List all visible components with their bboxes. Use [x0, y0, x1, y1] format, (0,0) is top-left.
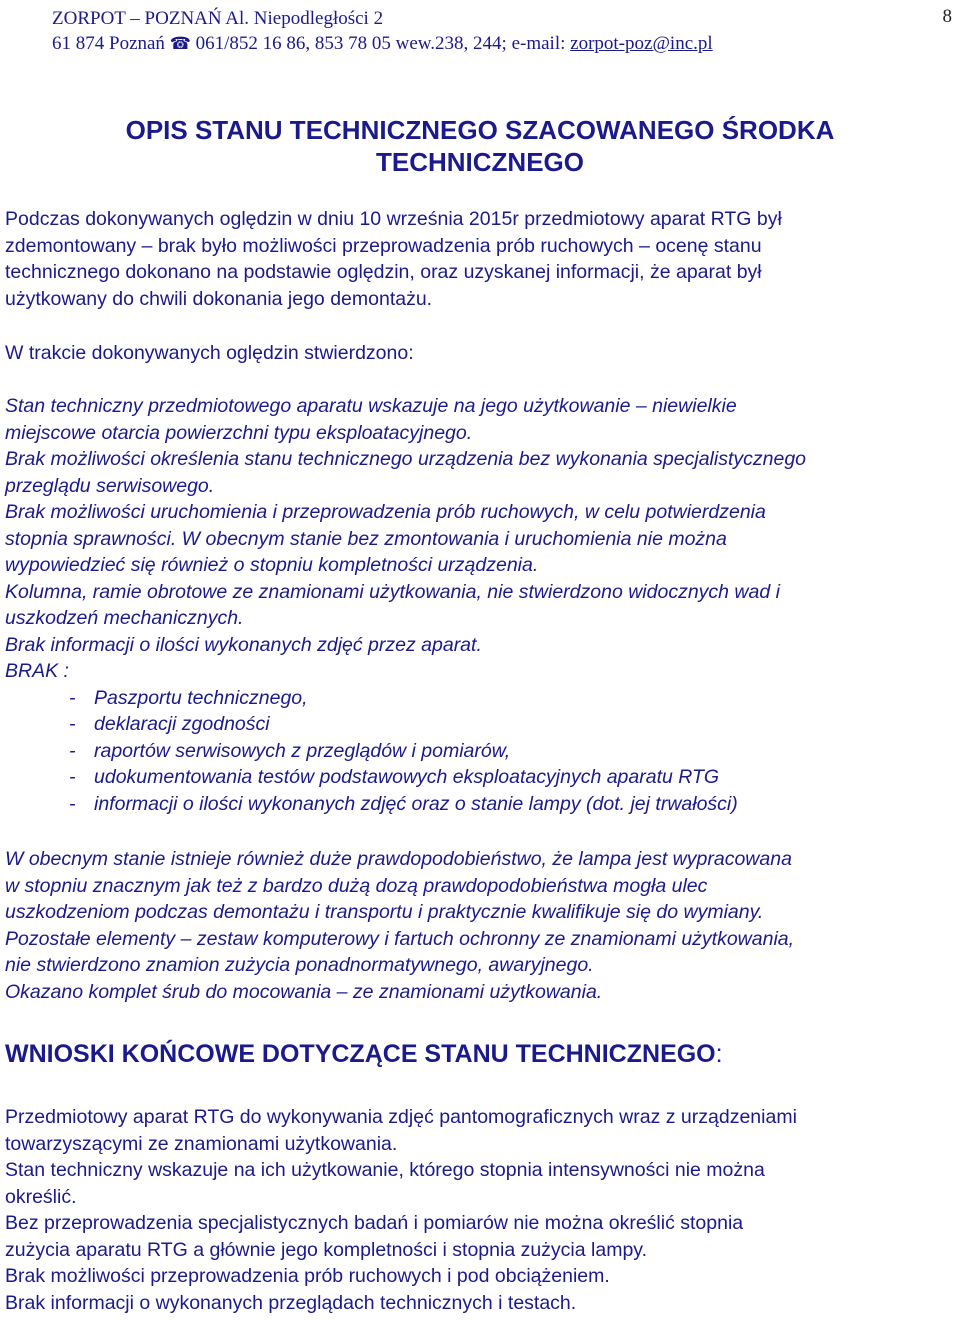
finding-line: Kolumna, ramie obrotowe ze znamionami użytkowania, nie stwierdzono widocznych wad i: [5, 580, 780, 603]
finding-line: Brak możliwości określenia stanu technicznego urządzenia bez wykonania specjalistycznego: [5, 448, 807, 470]
findings-intro-line: W trakcie dokonywanych oględzin stwierdzono:: [5, 342, 414, 364]
lamp-line: nie stwierdzono znamion zużycia ponadnormatywnego, awaryjnego.: [5, 954, 594, 976]
finding-line: przeglądu serwisowego.: [5, 474, 215, 497]
header-phones: 061/852 16 86, 853 78 05 wew.238, 244; e-mail:: [195, 33, 566, 54]
list-item-text: informacji o ilości wykonanych zdjęć oraz o stanie lampy (dot. jej trwałości): [94, 792, 738, 815]
finding-line: stopnia sprawności. W obecnym stanie bez zmontowania i uruchomienia nie można: [5, 527, 727, 550]
conclusion-line: Brak informacji o wykonanych przeglądach technicznych i testach.: [5, 1291, 577, 1314]
lamp-line: W obecnym stanie istnieje również duże prawdopodobieństwo, że lampa jest wypracowana: [5, 848, 792, 870]
list-item-text: raportów serwisowych z przeglądów i pomiarów,: [94, 739, 511, 762]
lamp-line: Okazano komplet śrub do mocowania – ze znamionami użytkowania.: [5, 980, 603, 1003]
finding-line: Stan techniczny przedmiotowego aparatu wskazuje na jego użytkowanie – niewielkie: [5, 395, 737, 417]
header-address: ZORPOT – POZNAŃ Al. Niepodległości 2: [52, 8, 384, 29]
lamp-line: uszkodzeniom podczas demontażu i transportu i praktycznie kwalifikuje się do wymiany.: [5, 901, 764, 923]
brak-list-item: [5, 764, 953, 791]
list-item-text: Paszportu technicznego,: [94, 686, 308, 709]
finding-line: Brak informacji o ilości wykonanych zdjęć przez aparat.: [5, 633, 482, 656]
finding-line: uszkodzeń mechanicznych.: [5, 607, 244, 629]
list-dash: -: [69, 739, 76, 762]
conclusions-heading-colon: :: [715, 1040, 723, 1068]
lamp-line: Pozostałe elementy – zestaw komputerowy i fartuch ochronny ze znamionami użytkowania,: [5, 927, 795, 950]
brak-list-item: [5, 711, 953, 738]
list-dash: -: [69, 713, 76, 735]
list-item-text: deklaracji zgodności: [94, 713, 270, 735]
conclusions-heading: [5, 1040, 723, 1069]
finding-line: miejscowe otarcia powierzchni typu eksploatacyjnego.: [5, 421, 473, 444]
finding-line: BRAK :: [5, 660, 69, 682]
conclusions-paragraph: [5, 1104, 953, 1316]
conclusion-line: Stan techniczny wskazuje na ich użytkowanie, którego stopnia intensywności nie można: [5, 1159, 765, 1181]
email-link[interactable]: zorpot-poz@inc.pl: [570, 33, 713, 54]
intro-line: Podczas dokonywanych oględzin w dniu 10 września 2015r przedmiotowy aparat RTG był: [5, 208, 782, 230]
phone-icon: ☎: [169, 34, 191, 53]
page-title: [0, 114, 960, 178]
conclusion-line: Przedmiotowy aparat RTG do wykonywania zdjęć pantomograficznych wraz z urządzeniami: [5, 1106, 797, 1128]
intro-paragraph: [5, 206, 953, 312]
list-item-text: udokumentowania testów podstawowych eksploatacyjnych aparatu RTG: [94, 766, 720, 788]
lamp-line: w stopniu znacznym jak też z bardzo dużą dozą prawdopodobieństwa mogła ulec: [5, 874, 708, 897]
conclusion-line: zużycia aparatu RTG a głównie jego kompletności i stopnia zużycia lampy.: [5, 1238, 648, 1261]
page-number: 8: [942, 6, 952, 27]
brak-list-item: [5, 738, 953, 765]
header-contact: [52, 31, 932, 56]
list-dash: -: [69, 792, 76, 815]
conclusion-line: towarzyszącymi ze znamionami użytkowania.: [5, 1132, 398, 1155]
header-city: 61 874 Poznań: [52, 33, 165, 54]
findings-intro: [5, 340, 953, 367]
finding-line: wypowiedzieć się również o stopniu kompletności urządzenia.: [5, 554, 539, 576]
finding-line: Brak możliwości uruchomienia i przeprowadzenia prób ruchowych, w celu potwierdzenia: [5, 501, 766, 523]
title-line-1: OPIS STANU TECHNICZNEGO SZACOWANEGO ŚRODKA: [125, 115, 835, 145]
brak-list-item: [5, 791, 953, 818]
brak-list-item: [5, 685, 953, 712]
conclusion-line: określić.: [5, 1185, 77, 1208]
list-dash: -: [69, 686, 76, 709]
lamp-paragraph: [5, 846, 953, 1005]
findings-paragraph: [5, 393, 953, 817]
conclusion-line: Brak możliwości przeprowadzenia prób ruchowych i pod obciążeniem.: [5, 1265, 610, 1287]
intro-line: technicznego dokonano na podstawie oględzin, oraz uzyskanej informacji, że aparat był: [5, 261, 762, 283]
intro-line: użytkowany do chwili dokonania jego demontażu.: [5, 287, 433, 310]
title-line-2: TECHNICZNEGO: [376, 147, 584, 177]
list-dash: -: [69, 766, 76, 788]
conclusions-heading-text: WNIOSKI KOŃCOWE DOTYCZĄCE STANU TECHNICZNEGO: [5, 1040, 716, 1068]
intro-line: zdemontowany – brak było możliwości przeprowadzenia prób ruchowych – ocenę stanu: [5, 234, 762, 257]
conclusion-line: Bez przeprowadzenia specjalistycznych badań i pomiarów nie można określić stopnia: [5, 1212, 744, 1234]
document-header: [52, 6, 932, 56]
